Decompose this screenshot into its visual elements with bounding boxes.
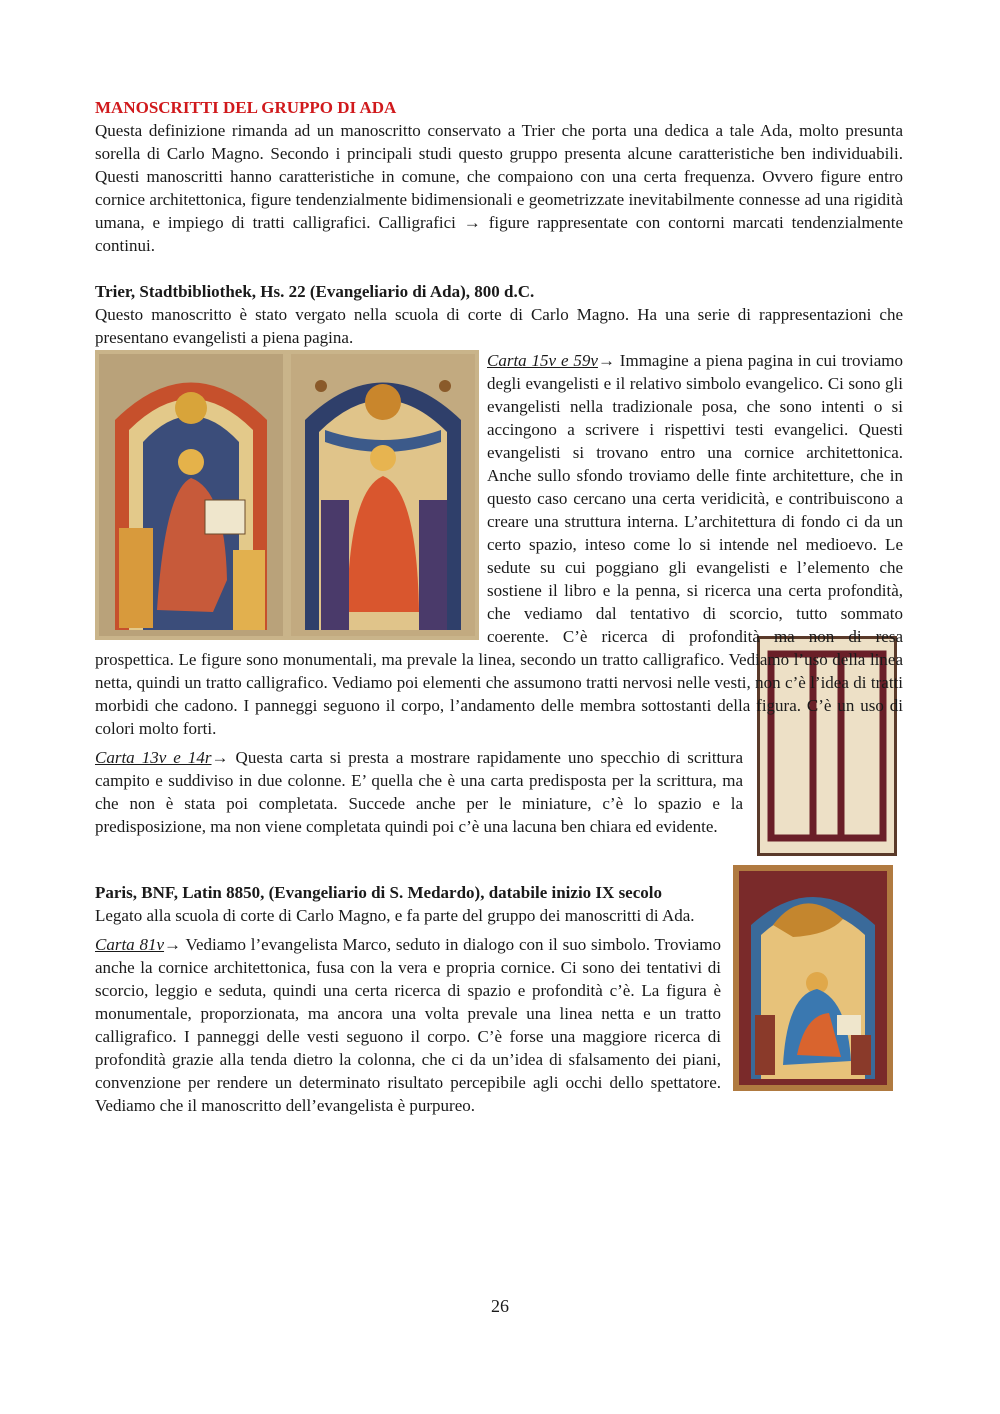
- section-title-paris: Paris, BNF, Latin 8850, (Evangeliario di S. Medardo), databile inizio IX secolo: [95, 883, 662, 902]
- section-intro-paris: Legato alla scuola di corte di Carlo Magno, e fa parte del gruppo dei manoscritti di Ada.: [95, 906, 695, 925]
- paragraph-trier-1: Immagine a piena pagina in cui troviamo degli evangelisti e il relativo simbolo evangelico. Ci sono gli evangelisti nella tradizionale posa, che sono intenti o si accingono a scrivere i rispettivi testi evangelici. Questi evangelisti si trovano entro una cornice architettonica. Anche sullo sfondo troviamo delle finte architetture, che in questo caso cercano una certa veridicità, e contribuiscono a creare una struttura interna. L’architettura di fondo ci da un certo spazio, inteso come lo si intende nel medioevo. Le sedute su cui poggiano gli evangelisti e l’elemento che sostiene il libro e la penna, si ricerca una certa profondità, che vediamo dal tentativo di scorcio, tutto sommato coerente. C’è ricerca di profondità ma non di resa prospettica. Le figure sono monumentali, ma prevale la linea, secondo un tratto calligrafico. Vediamo l’uso della linea netta, quindi un tratto calligrafico. Vediamo poi elementi che assumono tratti nervosi nelle vesti, non c’è l’idea di tratti morbidi che cadono. I panneggi seguono il corpo, l’andamento delle membra sottostanti della figura. C’è un uso di colori molto forti.: [95, 351, 903, 738]
- arrow-icon: →: [211, 748, 229, 767]
- section-title-ada-group: MANOSCRITTI DEL GRUPPO DI ADA: [95, 98, 397, 117]
- ref-carta-15v-59v: Carta 15v e 59v: [487, 351, 598, 370]
- section-intro-trier: Questo manoscritto è stato vergato nella scuola di corte di Carlo Magno. Ha una serie di rappresentazioni che presentano evangelisti a piena pagina.: [95, 305, 903, 347]
- arrow-icon: →: [164, 935, 182, 954]
- evangelist-mark-miniature-image: [733, 865, 903, 1095]
- section-title-trier: Trier, Stadtbibliothek, Hs. 22 (Evangeliario di Ada), 800 d.C.: [95, 282, 535, 301]
- paragraph-paris-1: Vediamo l’evangelista Marco, seduto in dialogo con il suo simbolo. Troviamo anche la cornice architettonica, fusa con la vera e propria cornice. Ci sono dei tentativi di scorcio, leggio e seduta, quindi una certa ricerca di spazio e profondità c’è. La figura è monumentale, proporzionata, ma ancora una volta prevale una linea netta e un tratto calligrafico. I panneggi delle vesti seguono il corpo. C’è forse una maggiore ricerca di profondità grazie alla tenda dietro la colonna, che ci da un’idea di sfalsamento dei piani, convenzione per rendere un determinato risultato percepibile agli occhi dello spettatore. Vediamo che il manoscritto dell’evangelista è purpureo.: [95, 935, 721, 1115]
- ref-carta-81v: Carta 81v: [95, 935, 165, 954]
- document-page: [95, 96, 903, 1117]
- paragraph-trier-2: Questa carta si presta a mostrare rapidamente uno specchio di scrittura campito e suddiviso in due colonne. E’ quella che è una carta predisposta per la scrittura, ma che non è stata poi completata. Succede anche per le miniature, c’è lo spazio e la predisposizione, ma non viene completata quindi poi c’è una lacuna ben chiara ed evidente.: [95, 748, 743, 836]
- page-number: 26: [491, 1296, 509, 1316]
- arrow-icon: →: [597, 351, 615, 370]
- section-intro-ada-group: Questa definizione rimanda ad un manoscritto conservato a Trier che porta una dedica a tale Ada, molto presunta sorella di Carlo Magno. Secondo i principali studi questo gruppo presenta alcune caratteristiche ben individuabili. Questi manoscritti hanno caratteristiche in comune, che compaiono con una certa frequenza. Ovvero figure entro cornice architettonica, figure tendenzialmente bidimensionali e geometrizzate inevitabilmente connesse ad una rigidità umana, e impiego di tratti calligrafici. Calligrafici → figure rappresentate con contorni marcati tendenzialmente continui.: [95, 121, 903, 255]
- ref-carta-13v-14r: Carta 13v e 14r: [95, 748, 212, 767]
- evangelists-miniature-image: [95, 350, 487, 642]
